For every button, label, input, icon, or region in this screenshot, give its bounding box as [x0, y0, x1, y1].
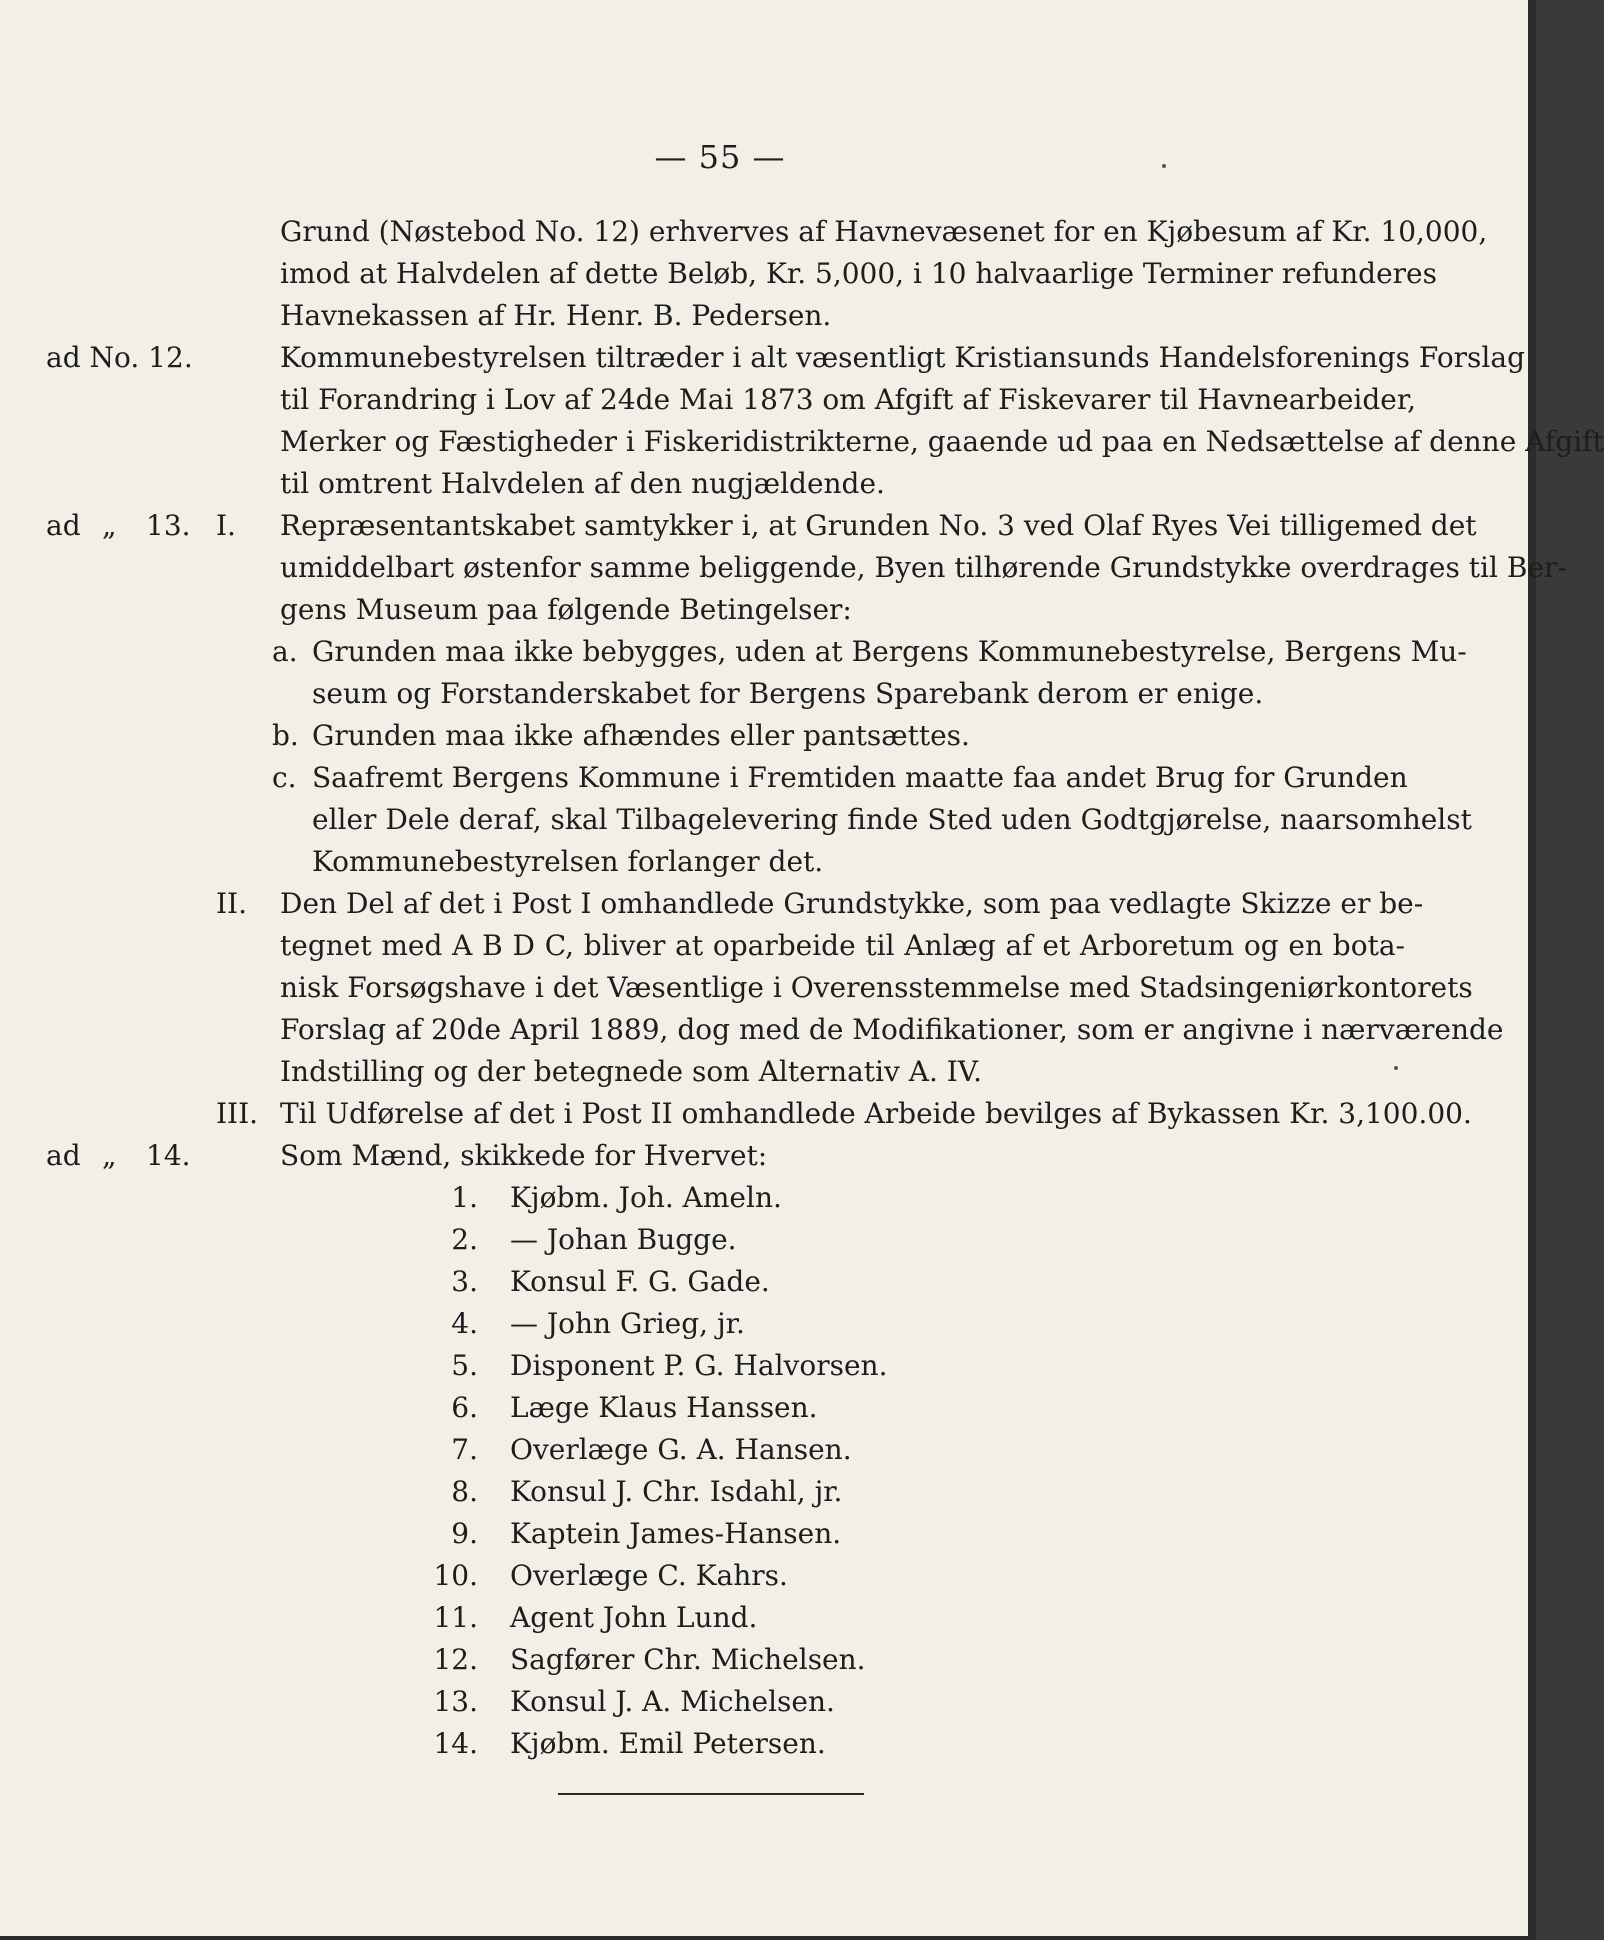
ad-word: ad — [46, 509, 81, 542]
sub-c-line: Kommunebestyrelsen forlanger det. — [312, 845, 824, 878]
member-number: 13. — [433, 1685, 478, 1718]
intro-line: Havnekassen af Hr. Henr. B. Pedersen. — [280, 299, 832, 332]
member-number: 9. — [451, 1517, 478, 1550]
intro-line: imod at Halvdelen af dette Beløb, Kr. 5,000, i 10 halvaarlige Terminer refunderes — [280, 257, 1437, 290]
member-number: 14. — [433, 1727, 478, 1760]
member-name: Konsul J. Chr. Isdahl, jr. — [510, 1475, 843, 1508]
ad-word: ad — [46, 1139, 81, 1172]
sub-a-line: Grunden maa ikke bebygges, uden at Bergens Kommunebestyrelse, Bergens Mu- — [312, 635, 1467, 668]
member-number: 2. — [451, 1223, 478, 1256]
sub-c-line: Saafremt Bergens Kommune i Fremtiden maatte faa andet Brug for Grunden — [312, 761, 1408, 794]
member-number: 7. — [451, 1433, 478, 1466]
member-name: Sagfører Chr. Michelsen. — [510, 1643, 866, 1676]
item-13-label — [46, 506, 191, 546]
member-name: Læge Klaus Hanssen. — [510, 1391, 818, 1424]
item-12-line: til omtrent Halvdelen af den nugjældende. — [280, 467, 885, 500]
item-14-label — [46, 1136, 191, 1176]
member-name: Disponent P. G. Halvorsen. — [510, 1349, 888, 1382]
sub-letter-c: c. — [272, 761, 297, 794]
item-13-line: Forslag af 20de April 1889, dog med de Modifikationer, som er angivne i nærværende — [280, 1013, 1504, 1046]
member-name: — John Grieg, jr. — [510, 1307, 745, 1340]
sub-b-line: Grunden maa ikke afhændes eller pantsættes. — [312, 719, 970, 752]
member-name: Overlæge G. A. Hansen. — [510, 1433, 852, 1466]
member-name: Agent John Lund. — [510, 1601, 758, 1634]
member-number: 4. — [451, 1307, 478, 1340]
item-12-label: ad No. 12. — [46, 341, 193, 374]
sub-letter-b: b. — [272, 719, 299, 752]
paper-speck — [1394, 1066, 1398, 1070]
member-name: Overlæge C. Kahrs. — [510, 1559, 788, 1592]
member-number: 1. — [451, 1181, 478, 1214]
member-number: 8. — [451, 1475, 478, 1508]
intro-line: Grund (Nøstebod No. 12) erhverves af Havnevæsenet for en Kjøbesum af Kr. 10,000, — [280, 215, 1488, 248]
item-13-line: gens Museum paa følgende Betingelser: — [280, 593, 852, 626]
item-12-line: til Forandring i Lov af 24de Mai 1873 om Afgift af Fiskevarer til Havnearbeider, — [280, 383, 1417, 416]
sub-letter-a: a. — [272, 635, 298, 668]
member-name: Kjøbm. Emil Petersen. — [510, 1727, 826, 1760]
sub-c-line: eller Dele deraf, skal Tilbagelevering finde Sted uden Godtgjørelse, naarsomhelst — [312, 803, 1472, 836]
item-number: 13. — [146, 509, 191, 542]
end-rule — [558, 1793, 864, 1795]
item-13-line: Indstilling og der betegnede som Alternativ A. IV. — [280, 1055, 983, 1088]
member-name: Kjøbm. Joh. Ameln. — [510, 1181, 782, 1214]
member-number: 5. — [451, 1349, 478, 1382]
item-13-line: tegnet med A B D C, bliver at oparbeide til Anlæg af et Arboretum og en bota- — [280, 929, 1405, 962]
member-number: 10. — [433, 1559, 478, 1592]
item-12-line: Merker og Fæstigheder i Fiskeridistrikterne, gaaende ud paa en Nedsættelse af denne Afgift — [280, 425, 1604, 458]
member-name: Konsul J. A. Michelsen. — [510, 1685, 835, 1718]
item-13-line: Til Udførelse af det i Post II omhandlede Arbeide bevilges af Bykassen Kr. 3,100.00. — [280, 1097, 1472, 1130]
sub-a-line: seum og Forstanderskabet for Bergens Sparebank derom er enige. — [312, 677, 1264, 710]
ditto-mark: „ — [102, 1139, 117, 1172]
member-name: Kaptein James-Hansen. — [510, 1517, 842, 1550]
item-13-line: nisk Forsøgshave i det Væsentlige i Overensstemmelse med Stadsingeniørkontorets — [280, 971, 1473, 1004]
member-number: 6. — [451, 1391, 478, 1424]
member-name: Konsul F. G. Gade. — [510, 1265, 770, 1298]
item-12-line: Kommunebestyrelsen tiltræder i alt væsentligt Kristiansunds Handelsforenings Forslag — [280, 341, 1526, 374]
roman-numeral-2: II. — [216, 887, 248, 920]
member-number: 12. — [433, 1643, 478, 1676]
member-number: 3. — [451, 1265, 478, 1298]
member-name: — Johan Bugge. — [510, 1223, 737, 1256]
member-number: 11. — [433, 1601, 478, 1634]
ditto-mark: „ — [102, 509, 117, 542]
roman-numeral-3: III. — [216, 1097, 259, 1130]
item-13-line: umiddelbart østenfor samme beliggende, Byen tilhørende Grundstykke overdrages til Ber- — [280, 551, 1567, 584]
page-number: — 55 — — [654, 138, 786, 176]
paper-speck — [1162, 164, 1166, 168]
roman-numeral-1: I. — [216, 509, 236, 542]
item-14-heading: Som Mænd, skikkede for Hvervet: — [280, 1139, 768, 1172]
item-13-line: Den Del af det i Post I omhandlede Grundstykke, som paa vedlagte Skizze er be- — [280, 887, 1424, 920]
item-13-line: Repræsentantskabet samtykker i, at Grunden No. 3 ved Olaf Ryes Vei tilligemed det — [280, 509, 1477, 542]
item-number: 14. — [146, 1139, 191, 1172]
